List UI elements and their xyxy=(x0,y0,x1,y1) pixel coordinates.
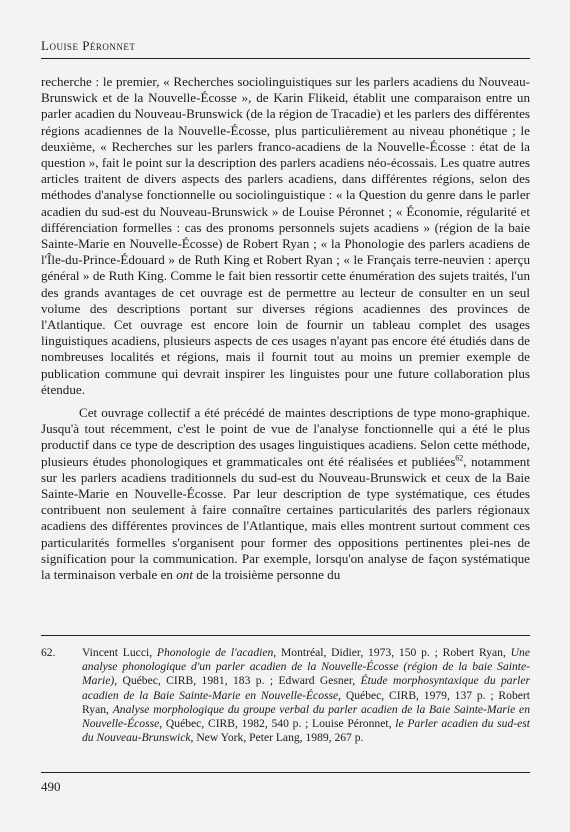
footnote-62 xyxy=(41,646,530,745)
running-head: Louise Péronnet xyxy=(41,38,136,53)
page-number: 490 xyxy=(41,779,61,794)
footnote-seg: , Montréal, Didier, 1973, 150 p. ; Robert Ryan, xyxy=(273,646,511,659)
folio-rule xyxy=(41,772,530,773)
footnote-ref-62: 62 xyxy=(455,453,464,463)
footnote-title: Analyse morphologique du groupe verbal du parler acadien de la Baie Sainte-Marie en Nouvelle-Écosse xyxy=(82,702,530,731)
footnote-seg: Vincent Lucci, xyxy=(82,646,157,659)
paragraph-2-text-a: Cet ouvrage collectif a été précédé de maintes descriptions de type mono-graphique. Jusqu'à tout récemment, c'est le point de vue de l'analyse fonctionnelle qui a été le plus productif dans ce type de description des usages linguistiques acadiens. Selon cette méthode, plusieurs études phonologiques et grammaticales ont été réalisées et publiées xyxy=(41,405,530,469)
footnote-seg: , New York, Peter Lang, 1989, 267 p. xyxy=(190,731,364,745)
paragraph-2-text-b: , notamment sur les parlers acadiens traditionnels du sud-est du Nouveau-Brunswick et ceux de la Baie Sainte-Marie en Nouvelle-Écosse. Par leur description de type systématique, ces études contribuent non seulement à faire connaître certaines particularités des parlers régionaux acadiens des différentes provinces de l'Atlantique, mais elles montrent surtout comment ces particularités formelles s'organisent pour former des oppositions pertinentes plei-nes de signification pour la communication. Par exemple, lorsqu'on analyse de façon systématique la terminaison verbale en xyxy=(41,453,530,583)
body-text xyxy=(41,74,530,583)
footnote-title: Phonologie de l'acadien xyxy=(156,646,274,659)
footnote-title: le Parler acadien du sud-est du Nouveau-Brunswick xyxy=(82,717,530,745)
header-rule xyxy=(41,58,530,59)
footnote-title: Étude morphosyntaxique du parler acadien de la Baie Sainte-Marie en Nouvelle-Écosse xyxy=(82,674,530,702)
footnote-number: 62. xyxy=(41,646,56,659)
paragraph-1: recherche : le premier, « Recherches sociolinguistiques sur les parlers acadiens du Nouveau-Brunswick et de la Nouvelle-Écosse », de Karin Flikeid, établit une comparaison entre un parler acadien du Nouveau-Brunswick (de la région de Tracadie) et les parlers des différentes régions acadiennes de la Nouvelle-Écosse, plus particulièrement au niveau phonétique ; le deuxième, « Recherches sur les parlers franco-acadiens de la Nouvelle-Écosse : état de la question », fait le point sur la description des parlers acadiens néo-écossais. Les quatre autres articles traitent de divers aspects des parlers acadiens, dans différentes régions, selon des méthodes d'analyse fonctionnelle ou sociolinguistique : « la Question du genre dans le parler acadien du sud-est du Nouveau-Brunswick » de Louise Péronnet ; « Économie, régularité et différenciation formelles : cas des pronoms personnels sujets acadiens » (région de la baie Sainte-Marie en Nouvelle-Écosse) de Robert Ryan ; « la Phonologie des parlers acadiens de l'Île-du-Prince-Édouard » de Ruth King et Robert Ryan ; « le Français terre-neuvien : aperçu général » de Ruth King. Comme le fait bien ressortir cette énumération des sujets traités, l'un des grands avantages de cet ouvrage est de permettre au lecteur de consulter en un seul volume des descriptions portant sur diverses régions acadiennes des provinces de l'Atlantique. Cet ouvrage est encore loin de fournir un tableau complet des usages linguistiques acadiens, plusieurs aspects de ces usages n'ayant pas encore été étudiés dans de nombreuses localités et régions, mais il fournit tout au moins un premier exemple de publication commune qui devrait inspirer les linguistes pour une future collaboration plus étendue. xyxy=(41,74,530,397)
footnote-seg: , Québec, CIRB, 1982, 540 p. ; Louise Péronnet, xyxy=(159,717,396,731)
footnote-seg: , Québec, CIRB, 1979, 137 p. ; Robert Ryan, xyxy=(82,688,530,716)
footnote-seg: , Québec, CIRB, 1981, 183 p. ; Edward Gesner, xyxy=(114,674,361,688)
italic-term: ont xyxy=(176,567,193,583)
footnote-rule xyxy=(41,635,530,636)
paragraph-2 xyxy=(41,405,530,583)
footnote-title: Une analyse phonologique d'un parler acadien de la Nouvelle-Écosse (région de la baie Sainte-Marie) xyxy=(82,646,530,688)
paragraph-2-text-c: de la troisième personne du xyxy=(192,567,341,583)
footnote-text xyxy=(82,646,530,745)
